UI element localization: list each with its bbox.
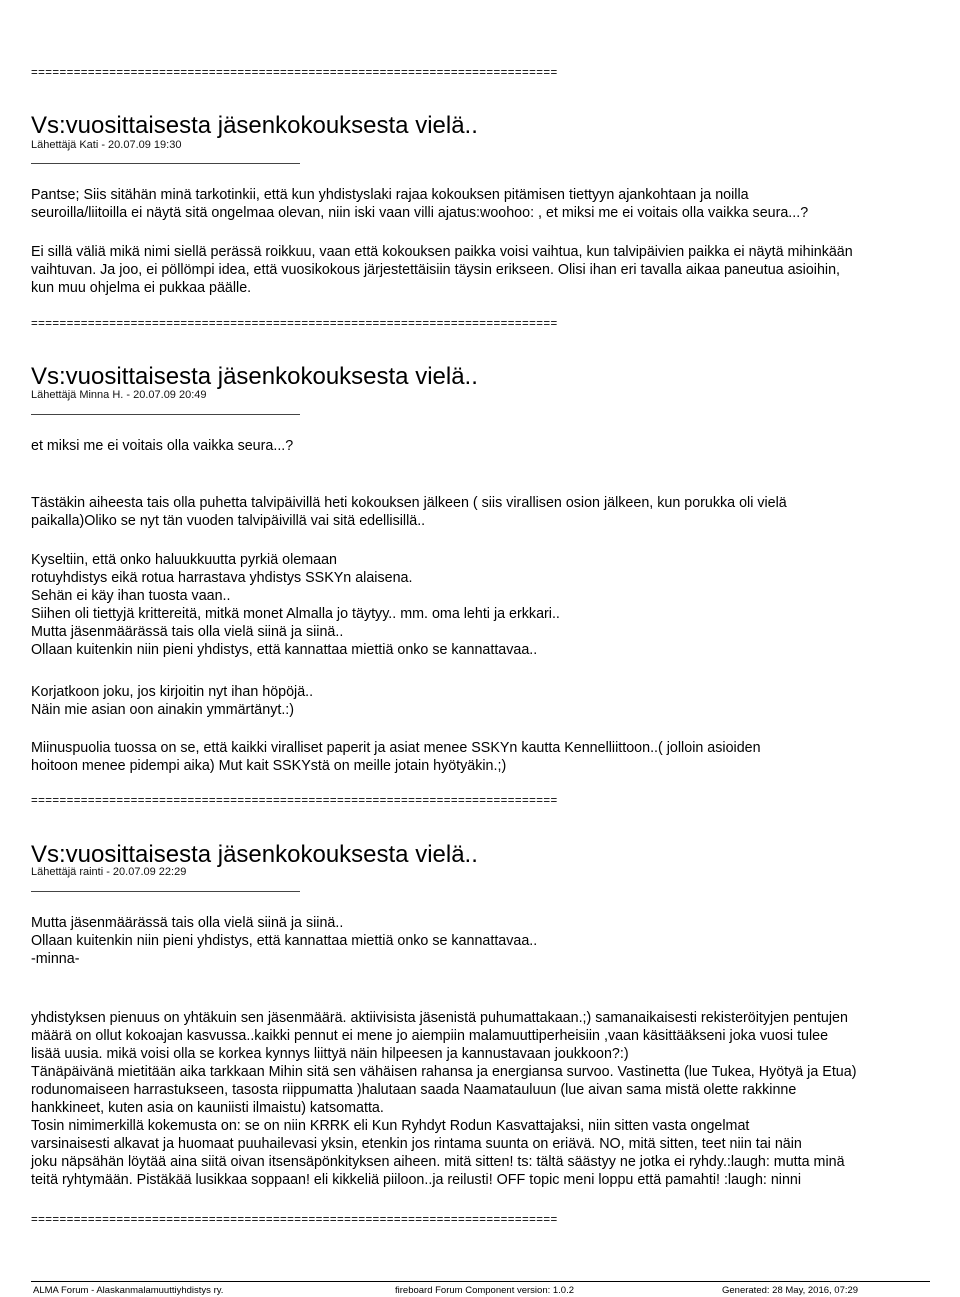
post-title: Vs:vuosittaisesta jäsenkokouksesta vielä.. [31, 363, 478, 390]
post-paragraph: et miksi me ei voitais olla vaikka seura...? [31, 438, 294, 454]
footer-component-version: fireboard Forum Component version: 1.0.2 [395, 1285, 575, 1296]
post-paragraph: Korjatkoon joku, jos kirjoitin nyt ihan höpöjä.. Näin mie asian oon ainakin ymmärtänyt.:) [31, 684, 314, 718]
divider [31, 163, 300, 164]
post-title: Vs:vuosittaisesta jäsenkokouksesta vielä.. [31, 112, 478, 139]
separator-line: ========================================================================== [31, 795, 558, 807]
separator-line: ========================================================================== [31, 67, 558, 79]
post-paragraph: Kyseltiin, että onko haluukkuutta pyrkiä olemaan rotuyhdistys eikä rotua harrastava yhdistys SSKYn alaisena. Sehän ei käy ihan tuosta vaan.. Siihen oli tiettyjä krittereitä, mitkä monet Almalla jo täytyy.. mm. oma lehti ja erkkari.. Mutta jäsenmäärässä tais olla vielä siinä ja siinä.. Ollaan kuitenkin niin pieni yhdistys, että kannattaa miettiä onko se kannattavaa.. [31, 552, 560, 658]
post-paragraph: Pantse; Siis sitähän minä tarkotinkii, että kun yhdistyslaki rajaa kokouksen pitämisen tiettyyn ajankohtaan ja noilla seuroilla/liitoilla ei näytä sitä ongelmaa olevan, niin iski vaan villi ajatus:woohoo: , et miksi me ei voitais olla vaikka seura...? [31, 187, 809, 221]
footer-divider [31, 1281, 930, 1282]
post-paragraph: Mutta jäsenmäärässä tais olla vielä siinä ja siinä.. Ollaan kuitenkin niin pieni yhdistys, että kannattaa miettiä onko se kannattavaa.. -minna- [31, 915, 538, 967]
post-meta: Lähettäjä Minna H. - 20.07.09 20:49 [31, 389, 207, 401]
post-paragraph: yhdistyksen pienuus on yhtäkuin sen jäsenmäärä. aktiivisista jäsenistä puhumattakaan.;) samanaikaisesti rekisteröityjen pentujen määrä on ollut kokoajan kasvussa..kaikki pennut ei mene jo aiempiin malamuuttiperheisiin ,vaan käsittääkseni joka vuosi tulee lisää uusia. mikä voisi olla se korkea kynnys liittyä näin hilpeesen ja kannustavaan joukkoon?:) Tänäpäivänä mietitään aika tarkkaan Mihin sitä sen vähäisen rahansa ja energiansa survoo. Vastinetta (lue Tukea, Hyötyä ja Etua) rodunomaiseen harrastukseen, tasosta riippumatta )halutaan saada Naamatauluun (lue aivan sama mistä olette rakkinne hankkineet, kuten asia on kauniisti ilmaistu) katsomatta. Tosin nimimerkillä kokemusta on: se on niin KRRK eli Kun Ryhdyt Rodun Kasvattajaksi, niin sitten vasta ongelmat varsinaisesti alkavat ja huomaat puuhailevasi yksin, etenkin jos rintama suunta on eriävä. NO, mitä sitten, teet niin tai näin joku näpsähän löytää aina siitä oivan itsensäpönkityksen aiheen. mitä sitten! ts: tältä säästyy ne jotka ei ryhdy.:laugh: mutta minä teitä ryhtymään. Pistäkää lusikkaa soppaan! eli kikkeliä piiloon..ja reilusti! OFF topic meni loppu että pamahti! :laugh: ninni [31, 1010, 857, 1188]
separator-line: ========================================================================== [31, 318, 558, 330]
separator-line: ========================================================================== [31, 1214, 558, 1226]
post-paragraph: Miinuspuolia tuossa on se, että kaikki viralliset paperit ja asiat menee SSKYn kautta Kennelliittoon..( jolloin asioiden hoitoon menee pidempi aika) Mut kait SSKYstä on meille jotain hyötyäkin.;) [31, 740, 761, 774]
divider [31, 891, 300, 892]
post-paragraph: Tästäkin aiheesta tais olla puhetta talvipäivillä heti kokouksen jälkeen ( siis virallisen osion jälkeen, kun porukka oli vielä paikalla)Oliko se nyt tän vuoden talvipäivillä vai sitä edellisillä.. [31, 495, 787, 529]
post-meta: Lähettäjä Kati - 20.07.09 19:30 [31, 139, 182, 151]
divider [31, 414, 300, 415]
post-title: Vs:vuosittaisesta jäsenkokouksesta vielä.. [31, 841, 478, 868]
footer-site-name: ALMA Forum - Alaskanmalamuuttiyhdistys ry. [33, 1285, 224, 1296]
post-meta: Lähettäjä rainti - 20.07.09 22:29 [31, 866, 187, 878]
footer-generated-date: Generated: 28 May, 2016, 07:29 [722, 1285, 859, 1296]
post-paragraph: Ei sillä väliä mikä nimi siellä perässä roikkuu, vaan että kokouksen paikka voisi vaihtua, kun talvipäivien paikka ei näytä mihinkään vaihtuvan. Ja joo, ei pöllömpi idea, että vuosikokous järjestettäisiin täysin erikseen. Olisi ihan eri tavalla aikaa paneutua asioihin, kun muu ohjelma ei pukkaa päälle. [31, 244, 853, 296]
